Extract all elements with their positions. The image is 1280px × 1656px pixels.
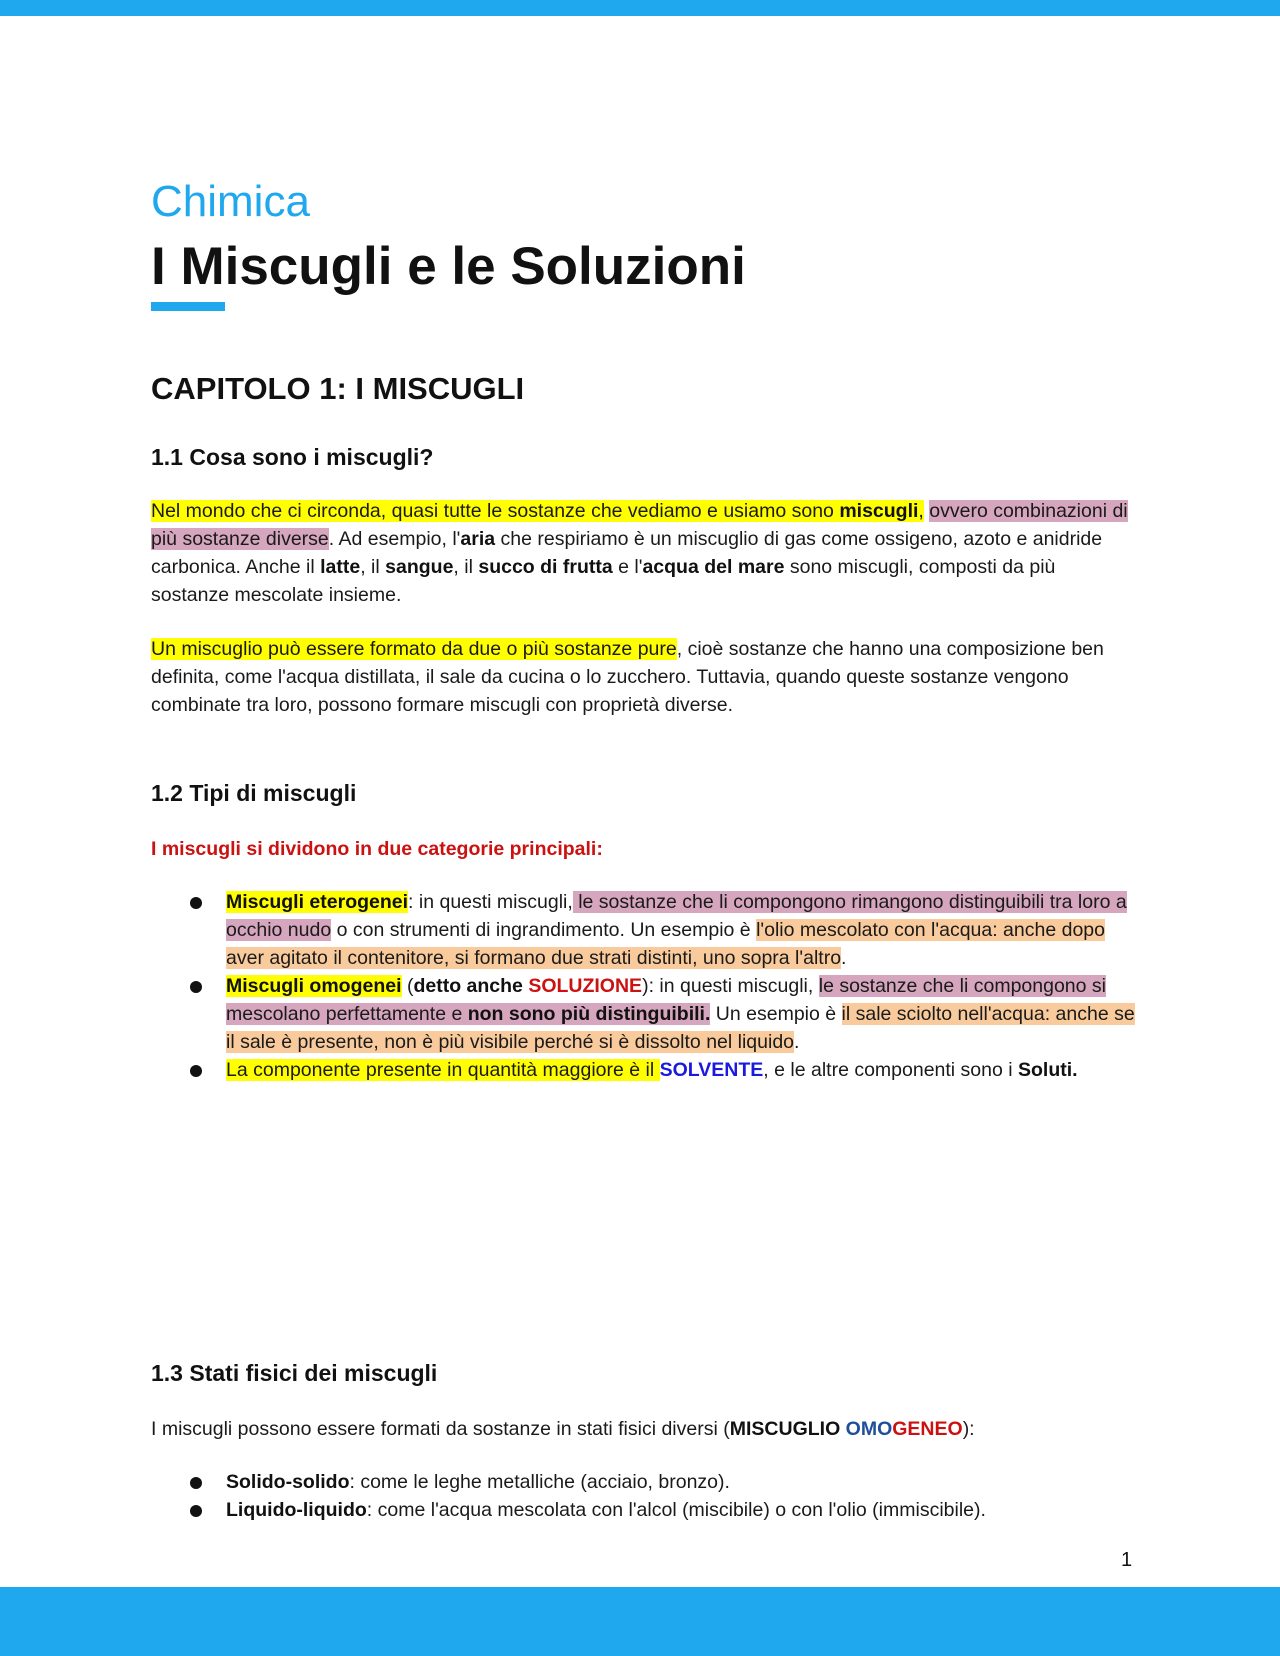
text-span: : come l'acqua mescolata con l'alcol (miscibile) o con l'olio (immiscibile). <box>366 1499 986 1521</box>
paragraph-1-1-b <box>151 635 1136 719</box>
subject-label: Chimica <box>151 177 310 226</box>
text-span: : in questi miscugli, <box>408 891 573 913</box>
text-span: : come le leghe metalliche (acciaio, bronzo). <box>349 1471 730 1493</box>
list-item <box>151 888 1136 972</box>
keyword: Miscugli eterogenei <box>226 891 409 913</box>
section-heading-1-1: 1.1 Cosa sono i miscugli? <box>151 444 434 470</box>
page-title: I Miscugli e le Soluzioni <box>151 237 746 296</box>
keyword: Liquido-liquido <box>226 1499 367 1521</box>
paragraph-1-1-a <box>151 497 1136 609</box>
keyword: sangue <box>385 556 454 578</box>
keyword-geneo: GENEO <box>892 1418 963 1440</box>
text-span: Un esempio è <box>710 1003 842 1025</box>
text-span: ovvero combinazioni di più sostanze diverse <box>151 500 1128 550</box>
bullet-icon <box>190 1065 202 1077</box>
text-span: . Ad esempio, l' <box>328 528 461 550</box>
page-number: 1 <box>1121 1549 1133 1571</box>
chapter-heading: CAPITOLO 1: I MISCUGLI <box>151 371 525 406</box>
text-span: . <box>841 947 847 969</box>
text-span: il sale sciolto nell'acqua: anche se il sale è presente, non è più visibile perché si è dissolto nel liquido <box>226 1003 1135 1053</box>
list-item <box>151 972 1136 1056</box>
text-span: , e le altre componenti sono i <box>763 1059 1019 1081</box>
keyword: acqua del mare <box>642 556 785 578</box>
keyword-soluzione: SOLUZIONE <box>528 975 643 997</box>
section-heading-1-3: 1.3 Stati fisici dei miscugli <box>151 1360 438 1386</box>
keyword: aria <box>460 528 496 550</box>
text-span: , il <box>360 556 386 578</box>
bullet-icon <box>190 1477 202 1489</box>
text-span: I miscugli possono essere formati da sostanze in stati fisici diversi ( <box>151 1418 730 1440</box>
keyword: succo di frutta <box>478 556 613 578</box>
text-span: che respiriamo è un miscuglio di gas come ossigeno, azoto e anidride carbonica. Anche il <box>151 528 1103 578</box>
text-span: . <box>794 1031 800 1053</box>
keyword: Solido-solido <box>226 1471 350 1493</box>
keyword-omo: OMO <box>845 1418 893 1440</box>
physical-states-list <box>151 1468 1136 1524</box>
text-span: le sostanze che li compongono si mescolano perfettamente e <box>226 975 1106 1025</box>
text-span: , il <box>453 556 479 578</box>
keyword: MISCUGLIO <box>729 1418 846 1440</box>
bottom-accent-bar <box>0 1587 1280 1656</box>
keyword: Miscugli omogenei <box>226 975 402 997</box>
text-span: le sostanze che li compongono rimangono distinguibili tra loro a occhio nudo <box>226 891 1127 941</box>
list-item <box>151 1056 1136 1084</box>
text-span: La componente presente in quantità maggiore è il <box>226 1059 660 1081</box>
text-span: Un miscuglio può essere formato da due o più sostanze pure <box>151 638 677 660</box>
keyword: miscugli <box>839 500 919 522</box>
list-item <box>151 1496 1136 1524</box>
text-span: e l' <box>612 556 643 578</box>
bullet-icon <box>190 897 202 909</box>
title-underline <box>151 302 225 311</box>
list-item <box>151 1468 1136 1496</box>
bullet-icon <box>190 1505 202 1517</box>
section-lead: I miscugli si dividono in due categorie principali: <box>151 838 603 860</box>
paragraph-1-3-intro <box>151 1415 1136 1443</box>
text-span: o con strumenti di ingrandimento. Un esempio è <box>331 919 757 941</box>
keyword: detto anche <box>413 975 529 997</box>
text-span: ( <box>401 975 414 997</box>
text-span: , cioè sostanze che hanno una composizione ben definita, come l'acqua distillata, il sale da cucina o lo zucchero. Tuttavia, quando queste sostanze vengono combinate tra loro, possono formare miscugli con proprietà diverse. <box>151 638 1104 716</box>
keyword-solvente: SOLVENTE <box>659 1059 764 1081</box>
bullet-icon <box>190 981 202 993</box>
keyword: non sono più distinguibili. <box>467 1003 711 1025</box>
text-span: sono miscugli, composti da più sostanze mescolate insieme. <box>151 556 1056 606</box>
keyword: latte <box>320 556 361 578</box>
top-accent-bar <box>0 0 1280 16</box>
text-span: , <box>918 500 924 522</box>
text-span: ): <box>962 1418 975 1440</box>
text-span: Nel mondo che ci circonda, quasi tutte le sostanze che vediamo e usiamo sono <box>151 500 840 522</box>
section-heading-1-2: 1.2 Tipi di miscugli <box>151 780 357 806</box>
text-span: ): in questi miscugli, <box>642 975 819 997</box>
text-span: l'olio mescolato con l'acqua: anche dopo aver agitato il contenitore, si formano due strati distinti, uno sopra l'altro <box>226 919 1105 969</box>
mixture-types-list <box>151 888 1136 1084</box>
keyword: Soluti. <box>1018 1059 1078 1081</box>
